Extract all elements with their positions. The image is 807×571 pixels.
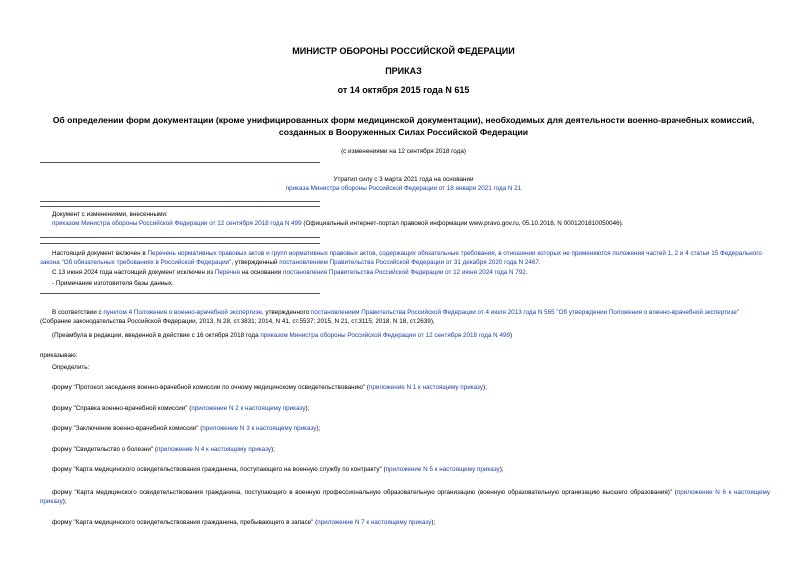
ministry-heading: МИНИСТР ОБОРОНЫ РОССИЙСКОЙ ФЕДЕРАЦИИ xyxy=(292,46,515,56)
note-paragraph-3: - Примечание изготовителя базы данных. xyxy=(52,280,174,287)
list-item xyxy=(40,383,770,392)
note-link-perechen[interactable]: Перечень нормативных правовых актов и групп нормативных правовых актов, содержащих обязательные требования, в отношении которых не применяются положения частей 1, 2 и 4 статьи 15 Федерального закона "Об обязательных требованиях в Российской Федерации" xyxy=(40,250,762,267)
form-text: ); xyxy=(499,466,504,473)
form-text: форму "Справка военно-врачебной комиссии" ( xyxy=(52,405,192,412)
changes-line xyxy=(52,219,770,228)
divider xyxy=(40,201,320,202)
form-text: форму "Карта медицинского освидетельствования гражданина, поступающего на военную службу по контракту" ( xyxy=(52,466,386,473)
note-link-postanovlenie-2467[interactable]: постановлением Правительства Российской Федерации от 31 декабря 2020 года N 2467 xyxy=(279,259,539,267)
changes-tail: (Официальный интернет-портал правовой информации www.pravo.gov.ru, 05.10.2018, N 0001201810050046). xyxy=(301,220,624,228)
form-text: ); xyxy=(62,498,67,506)
form-text: форму "Свидетельство о болезни" ( xyxy=(52,446,157,453)
list-item xyxy=(40,488,770,507)
divider xyxy=(40,206,320,207)
note-link-perechnya[interactable]: Перечня xyxy=(214,269,240,276)
appendix-link[interactable]: приложение N 2 к настоящему приказу xyxy=(191,405,306,412)
revision-note: (с изменениями на 12 сентября 2018 года) xyxy=(341,148,466,155)
document-title xyxy=(40,114,767,138)
preamble-text: (Собрание законодательства Российской Федерации, 2013, N 28, ст.3831; 2014, N 41, ст.5537; 2015, N 21, ст.3115; 2018, N 18, ст.2639), xyxy=(40,318,435,326)
divider xyxy=(40,293,320,294)
list-item xyxy=(40,465,770,474)
note-text: . xyxy=(538,259,541,267)
changes-link[interactable]: приказом Министра обороны Российской Федерации от 12 сентября 2018 года N 499 xyxy=(52,220,302,228)
changes-block xyxy=(52,210,770,229)
title-line-1: Об определении форм документации (кроме унифицированных форм медицинской документации), необходимых для деятельности военно-врачебных комиссий, xyxy=(52,115,755,125)
status-link[interactable]: приказа Министра обороны Российской Федерации от 18 января 2021 года N 21 xyxy=(285,185,522,192)
note-text: Настоящий документ включен в xyxy=(52,250,148,257)
preamble-paragraph xyxy=(40,308,770,327)
form-text: форму "Карта медицинского освидетельствования гражданина, пребывающего в запасе" ( xyxy=(52,519,318,526)
changes-label: Документ с изменениями, внесенными: xyxy=(52,211,168,218)
date-number-heading: от 14 октября 2015 года N 615 xyxy=(337,85,470,95)
form-text: ); xyxy=(271,446,275,453)
divider xyxy=(40,162,320,163)
divider xyxy=(40,237,320,238)
status-line: Утратил силу с 3 марта 2021 года на основании xyxy=(333,176,474,183)
form-text: ); xyxy=(316,425,321,432)
appendix-link[interactable]: приложение N 3 к настоящему приказу xyxy=(202,425,317,432)
list-item xyxy=(40,424,770,433)
note-link-postanovlenie-792[interactable]: постановления Правительства Российской Федерации от 12 июня 2024 года N 792 xyxy=(283,269,526,276)
note-text: на основании xyxy=(239,269,284,276)
list-item xyxy=(40,445,770,454)
divider xyxy=(40,243,320,244)
determine-word: Определить: xyxy=(52,364,90,371)
title-line-2: созданных в Вооруженных Силах Российской Федерации xyxy=(278,127,529,137)
form-text: форму "Карта медицинского освидетельствования гражданина, поступающего в военную профессиональную образовательную организацию (военную образовательную организацию высшего образования)" ( xyxy=(52,489,677,496)
preamble-text: , утвержденного xyxy=(261,309,311,316)
doc-type-heading: ПРИКАЗ xyxy=(385,66,422,76)
preamble-link-punkt4[interactable]: пунктом 4 Положения о военно-врачебной экспертизе xyxy=(103,309,262,316)
preamble-text: (Преамбула в редакции, введенной в действие с 16 октября 2018 года xyxy=(52,332,261,339)
list-item xyxy=(40,518,770,527)
list-item xyxy=(40,404,770,413)
note-paragraph-2 xyxy=(40,268,770,277)
preamble-edition-note xyxy=(40,331,770,340)
form-text: форму "Протокол заседания военно-врачебной комиссии по очному медицинскому освидетельствованию" ( xyxy=(52,384,369,391)
appendix-link[interactable]: приложение N 1 к настоящему приказу xyxy=(368,384,484,391)
preamble-link-postanovlenie-565[interactable]: постановлением Правительства Российской Федерации от 4 июля 2013 года N 565 "Об утверждении Положения о военно-врачебной экспертизе" xyxy=(310,309,740,316)
note-text: С 13 июня 2024 года настоящий документ исключен из xyxy=(52,269,215,276)
preamble-text: ) xyxy=(510,332,513,339)
preamble-text: В соответствии с xyxy=(52,309,104,316)
form-text: ); xyxy=(431,519,436,526)
note-paragraph-1 xyxy=(40,249,770,268)
appendix-link[interactable]: приложение N 6 к настоящему приказу xyxy=(40,489,770,506)
appendix-link[interactable]: приложение N 4 к настоящему приказу xyxy=(156,446,272,453)
form-text: ); xyxy=(483,384,487,391)
preamble-edition-link[interactable]: приказом Министра обороны Российской Федерации от 12 сентября 2018 года N 499 xyxy=(260,332,510,339)
note-text: . xyxy=(525,269,528,276)
form-text: форму "Заключение военно-врачебной комиссии" ( xyxy=(52,425,203,432)
note-text: , утвержденный xyxy=(231,259,280,267)
appendix-link[interactable]: приложение N 5 к настоящему приказу xyxy=(385,466,500,473)
form-text: ); xyxy=(305,405,310,412)
appendix-link[interactable]: приложение N 7 к настоящему приказу xyxy=(317,519,432,526)
order-word: приказываю: xyxy=(40,352,78,359)
